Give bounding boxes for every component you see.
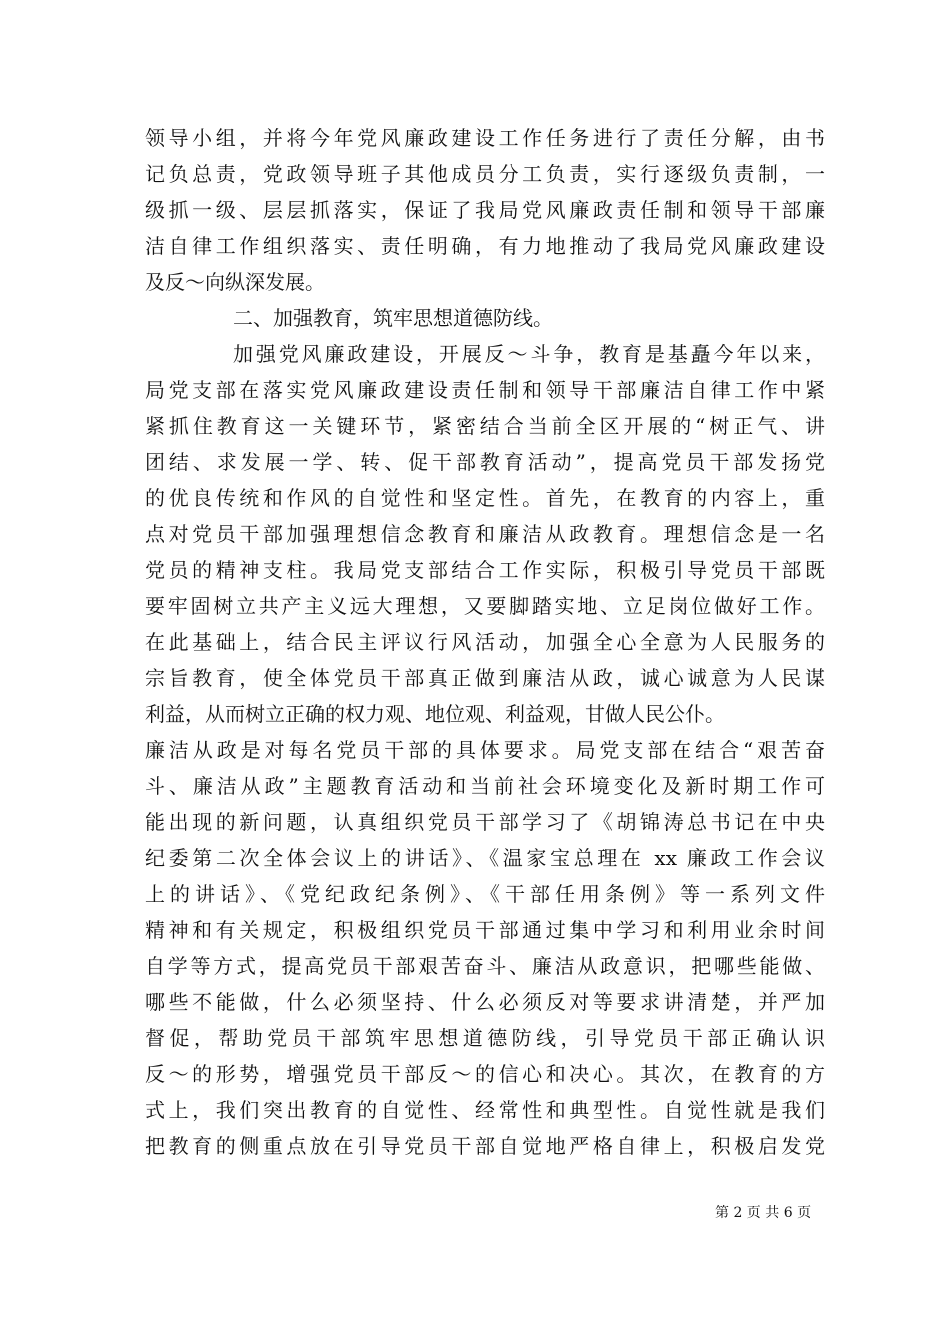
section-heading: 二、加强教育，筑牢思想道德防线。 — [233, 306, 553, 330]
text-line: 自学等方式，提高党员干部艰苦奋斗、廉洁从政意识，把哪些能做、 — [145, 954, 825, 978]
text-line: 及反～向纵深发展。 — [145, 270, 325, 294]
text-line: 精神和有关规定，积极组织党员干部通过集中学习和利用业余时间 — [145, 918, 825, 942]
text-line: 督促，帮助党员干部筑牢思想道德防线，引导党员干部正确认识 — [145, 1026, 825, 1050]
text-line: 点对党员干部加强理想信念教育和廉洁从政教育。理想信念是一名 — [145, 522, 825, 546]
text-line: 上的讲话》、《党纪政纪条例》、《干部任用条例》等一系列文件 — [145, 882, 825, 906]
text-line: 能出现的新问题，认真组织党员干部学习了《胡锦涛总书记在中央 — [145, 810, 825, 834]
text-line: 级抓一级、层层抓落实，保证了我局党风廉政责任制和领导干部廉 — [145, 198, 825, 222]
text-line: 纪委第二次全体会议上的讲话》、《温家宝总理在 xx 廉政工作会议 — [145, 846, 825, 870]
text-line: 宗旨教育，使全体党员干部真正做到廉洁从政，诚心诚意为人民谋 — [145, 666, 825, 690]
text-line: 把教育的侧重点放在引导党员干部自觉地严格自律上，积极启发党 — [145, 1134, 825, 1158]
text-line: 领导小组，并将今年党风廉政建设工作任务进行了责任分解，由书 — [145, 126, 825, 150]
text-line: 利益，从而树立正确的权力观、地位观、利益观，甘做人民公仆。 — [145, 702, 725, 726]
text-line: 洁自律工作组织落实、责任明确，有力地推动了我局党风廉政建设 — [145, 234, 825, 258]
text-line: 加强党风廉政建设，开展反～斗争，教育是基矗今年以来， — [233, 342, 825, 366]
text-line: 反～的形势，增强党员干部反～的信心和决心。其次，在教育的方 — [145, 1062, 825, 1086]
text-line: 的优良传统和作风的自觉性和坚定性。首先，在教育的内容上，重 — [145, 486, 825, 510]
page-number-footer: 第 2 页 共 6 页 — [715, 1205, 812, 1221]
text-line: 式上，我们突出教育的自觉性、经常性和典型性。自觉性就是我们 — [145, 1098, 825, 1122]
text-line: 局党支部在落实党风廉政建设责任制和领导干部廉洁自律工作中紧 — [145, 378, 825, 402]
text-line: 哪些不能做，什么必须坚持、什么必须反对等要求讲清楚，并严加 — [145, 990, 825, 1014]
text-line: 廉洁从政是对每名党员干部的具体要求。局党支部在结合“艰苦奋 — [145, 738, 825, 762]
text-line: 团结、求发展一学、转、促干部教育活动”，提高党员干部发扬党 — [145, 450, 825, 474]
document-body — [145, 120, 825, 1164]
text-line: 党员的精神支柱。我局党支部结合工作实际，积极引导党员干部既 — [145, 558, 825, 582]
text-line: 斗、廉洁从政”主题教育活动和当前社会环境变化及新时期工作可 — [145, 774, 825, 798]
text-line: 要牢固树立共产主义远大理想，又要脚踏实地、立足岗位做好工作。 — [145, 594, 825, 618]
text-line: 记负总责，党政领导班子其他成员分工负责，实行逐级负责制，一 — [145, 162, 825, 186]
text-line: 紧抓住教育这一关键环节，紧密结合当前全区开展的“树正气、讲 — [145, 414, 825, 438]
text-line: 在此基础上，结合民主评议行风活动，加强全心全意为人民服务的 — [145, 630, 825, 654]
